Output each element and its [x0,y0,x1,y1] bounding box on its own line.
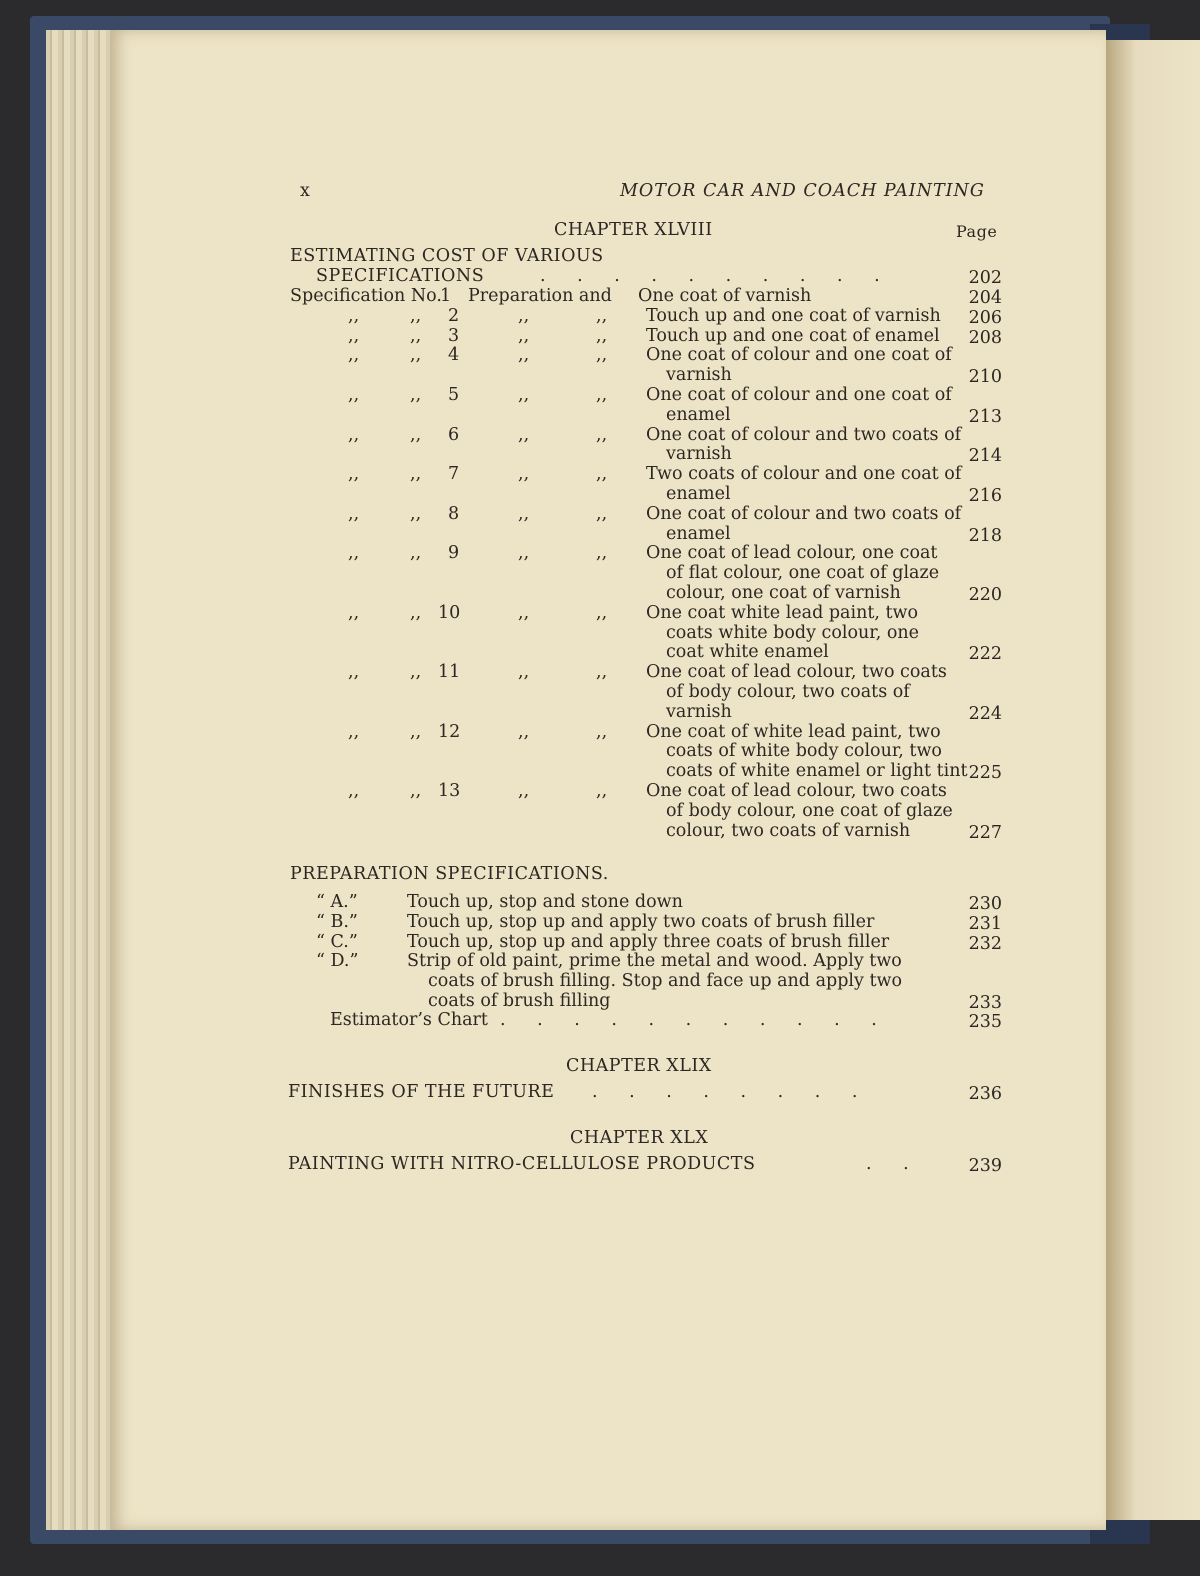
chapter-heading: CHAPTER XLX [570,1128,709,1148]
spec-description: enamel [666,405,731,425]
ditto-mark: ,, [410,662,422,682]
page-ref: 213 [968,407,1002,427]
ditto-mark: ,, [348,504,360,524]
page-ref: 235 [968,1012,1002,1032]
leader-dots: . . . . . . . . [592,1082,871,1102]
page-ref: 230 [968,894,1002,914]
spec-description: coats white body colour, one [666,623,920,643]
page-edges [46,30,116,1530]
ditto-mark: ,, [410,781,422,801]
spec-description: coats of white body colour, two [666,741,942,761]
prep-label: “ B.” [316,912,358,932]
spec-number: 10 [438,603,461,623]
ditto-mark: ,, [410,504,422,524]
prep-description: coats of brush filling [428,991,611,1011]
page-ref: 204 [968,288,1002,308]
page-ref: 210 [968,367,1002,387]
spec-description: One coat of colour and two coats of [646,425,962,445]
ditto-mark: ,, [518,722,530,742]
ditto-mark: ,, [410,464,422,484]
prep-label: “ D.” [316,951,359,971]
chapter-title: FINISHES OF THE FUTURE [288,1082,555,1102]
spec-number: 12 [438,722,461,742]
ditto-mark: ,, [410,425,422,445]
spec-number: 1 [440,286,452,306]
page-number: x [300,181,310,201]
ditto-mark: ,, [596,781,608,801]
page-ref: 206 [968,308,1002,328]
spec-description: enamel [666,484,731,504]
spec-description: One coat of colour and one coat of [646,385,952,405]
spec-number: 6 [448,425,460,445]
ditto-mark: ,, [348,464,360,484]
ditto-mark: ,, [410,385,422,405]
ditto-mark: ,, [596,345,608,365]
ditto-mark: ,, [596,504,608,524]
ditto-mark: ,, [518,385,530,405]
spec-middle: Preparation and [468,286,612,306]
ditto-mark: ,, [518,306,530,326]
ditto-mark: ,, [410,603,422,623]
spec-description: of body colour, two coats of [666,682,910,702]
page-ref: 214 [968,446,1002,466]
page-ref: 220 [968,585,1002,605]
ditto-mark: ,, [596,425,608,445]
spec-prefix: Specification No. [290,286,442,306]
prep-label: “ A.” [316,892,358,912]
spec-description: coats of white enamel or light tint [666,761,968,781]
spec-description: One coat of colour and one coat of [646,345,952,365]
ditto-mark: ,, [518,326,530,346]
page-column-label: Page [956,222,998,241]
ditto-mark: ,, [348,603,360,623]
ditto-mark: ,, [518,603,530,623]
facing-page [1106,40,1200,1520]
page-ref: 232 [968,934,1002,954]
leader-dots: . . . . . . . . . . [540,266,893,286]
spec-description: colour, one coat of varnish [666,583,901,603]
ditto-mark: ,, [348,306,360,326]
ditto-mark: ,, [518,464,530,484]
spec-description: Two coats of colour and one coat of [646,464,962,484]
ditto-mark: ,, [348,326,360,346]
page-ref: 239 [968,1156,1002,1176]
estimators-chart-label: Estimator’s Chart [330,1010,488,1030]
ditto-mark: ,, [410,345,422,365]
ditto-mark: ,, [348,781,360,801]
ditto-mark: ,, [348,425,360,445]
prep-description: Strip of old paint, prime the metal and wood. Apply two [407,951,902,971]
ditto-mark: ,, [596,603,608,623]
spec-description: varnish [666,444,732,464]
leader-dots: . . . . . . . . . . . [500,1010,890,1030]
spec-description: enamel [666,524,731,544]
spec-number: 4 [448,345,460,365]
ditto-mark: ,, [348,543,360,563]
spec-description: One coat of varnish [638,286,812,306]
spec-description: Touch up and one coat of enamel [646,326,940,346]
spec-description: One coat of colour and two coats of [646,504,962,524]
ditto-mark: ,, [596,326,608,346]
spec-description: One coat of lead colour, two coats [646,781,947,801]
page-ref: 222 [968,644,1002,664]
ditto-mark: ,, [348,385,360,405]
spec-description: of body colour, one coat of glaze [666,801,953,821]
page-ref: 216 [968,486,1002,506]
ditto-mark: ,, [596,543,608,563]
spec-number: 7 [448,464,460,484]
spec-number: 3 [448,326,460,346]
spec-description: colour, two coats of varnish [666,821,911,841]
page-ref: 227 [968,823,1002,843]
page-ref: 231 [968,914,1002,934]
chapter-title: PAINTING WITH NITRO-CELLULOSE PRODUCTS [288,1154,756,1174]
ditto-mark: ,, [518,543,530,563]
spec-description: Touch up and one coat of varnish [646,306,941,326]
ditto-mark: ,, [348,722,360,742]
prep-description: Touch up, stop and stone down [407,892,683,912]
ditto-mark: ,, [518,781,530,801]
spec-description: varnish [666,365,732,385]
page-ref: 225 [968,763,1002,783]
prep-description: coats of brush filling. Stop and face up and apply two [428,971,902,991]
ditto-mark: ,, [518,345,530,365]
prep-description: Touch up, stop up and apply two coats of brush filler [407,912,875,932]
spec-number: 2 [448,306,460,326]
page-ref: 233 [968,993,1002,1013]
ditto-mark: ,, [410,543,422,563]
ditto-mark: ,, [410,306,422,326]
ditto-mark: ,, [596,662,608,682]
spec-description: One coat of lead colour, one coat [646,543,938,563]
spec-number: 9 [448,543,460,563]
page-ref: 208 [968,328,1002,348]
prep-description: Touch up, stop up and apply three coats of brush filler [407,932,890,952]
ditto-mark: ,, [518,662,530,682]
spec-number: 13 [438,781,461,801]
ditto-mark: ,, [410,326,422,346]
spec-description: One coat white lead paint, two [646,603,919,623]
page-ref: 202 [968,268,1002,288]
page-ref: 224 [968,704,1002,724]
chapter-title-cont: SPECIFICATIONS [316,266,485,286]
prep-label: “ C.” [316,932,358,952]
spec-description: One coat of white lead paint, two [646,722,941,742]
ditto-mark: ,, [596,464,608,484]
ditto-mark: ,, [518,425,530,445]
chapter-heading: CHAPTER XLIX [566,1056,712,1076]
ditto-mark: ,, [410,722,422,742]
page-ref: 218 [968,526,1002,546]
ditto-mark: ,, [596,385,608,405]
running-title: MOTOR CAR AND COACH PAINTING [620,181,985,201]
spec-number: 8 [448,504,460,524]
page-ref: 236 [968,1084,1002,1104]
leader-dots: . . [866,1154,922,1174]
ditto-mark: ,, [596,306,608,326]
ditto-mark: ,, [518,504,530,524]
chapter-heading: CHAPTER XLVIII [554,220,713,240]
ditto-mark: ,, [348,345,360,365]
prep-heading: PREPARATION SPECIFICATIONS. [290,864,609,884]
ditto-mark: ,, [596,722,608,742]
spec-description: coat white enamel [666,642,829,662]
spec-description: varnish [666,702,732,722]
ditto-mark: ,, [348,662,360,682]
spec-description: One coat of lead colour, two coats [646,662,947,682]
chapter-title: ESTIMATING COST OF VARIOUS [290,246,604,266]
spec-number: 5 [448,385,460,405]
spec-description: of flat colour, one coat of glaze [666,563,940,583]
spec-number: 11 [438,662,461,682]
